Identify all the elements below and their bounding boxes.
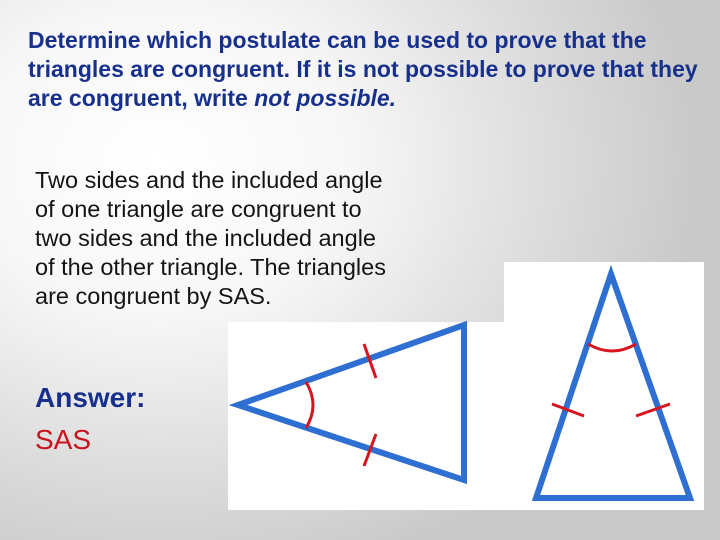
left-angle-arc <box>306 382 313 428</box>
explanation-text: Two sides and the included angle of one triangle are congruent to two sides and the included angle of the other triangle. The triangles are congruent by SAS. <box>35 167 386 309</box>
answer-value: SAS <box>35 424 92 455</box>
question-emphasis: not possible. <box>254 85 397 111</box>
answer-label: Answer: <box>35 382 146 413</box>
left-triangle <box>238 325 464 480</box>
right-triangle <box>536 274 690 498</box>
question-text <box>28 26 708 113</box>
question-body: Determine which postulate can be used to prove that the triangles are congruent. If it is not possible to prove that they are congruent, write <box>28 27 698 111</box>
right-angle-arc <box>588 344 636 351</box>
right-right-side-tick <box>636 404 670 416</box>
